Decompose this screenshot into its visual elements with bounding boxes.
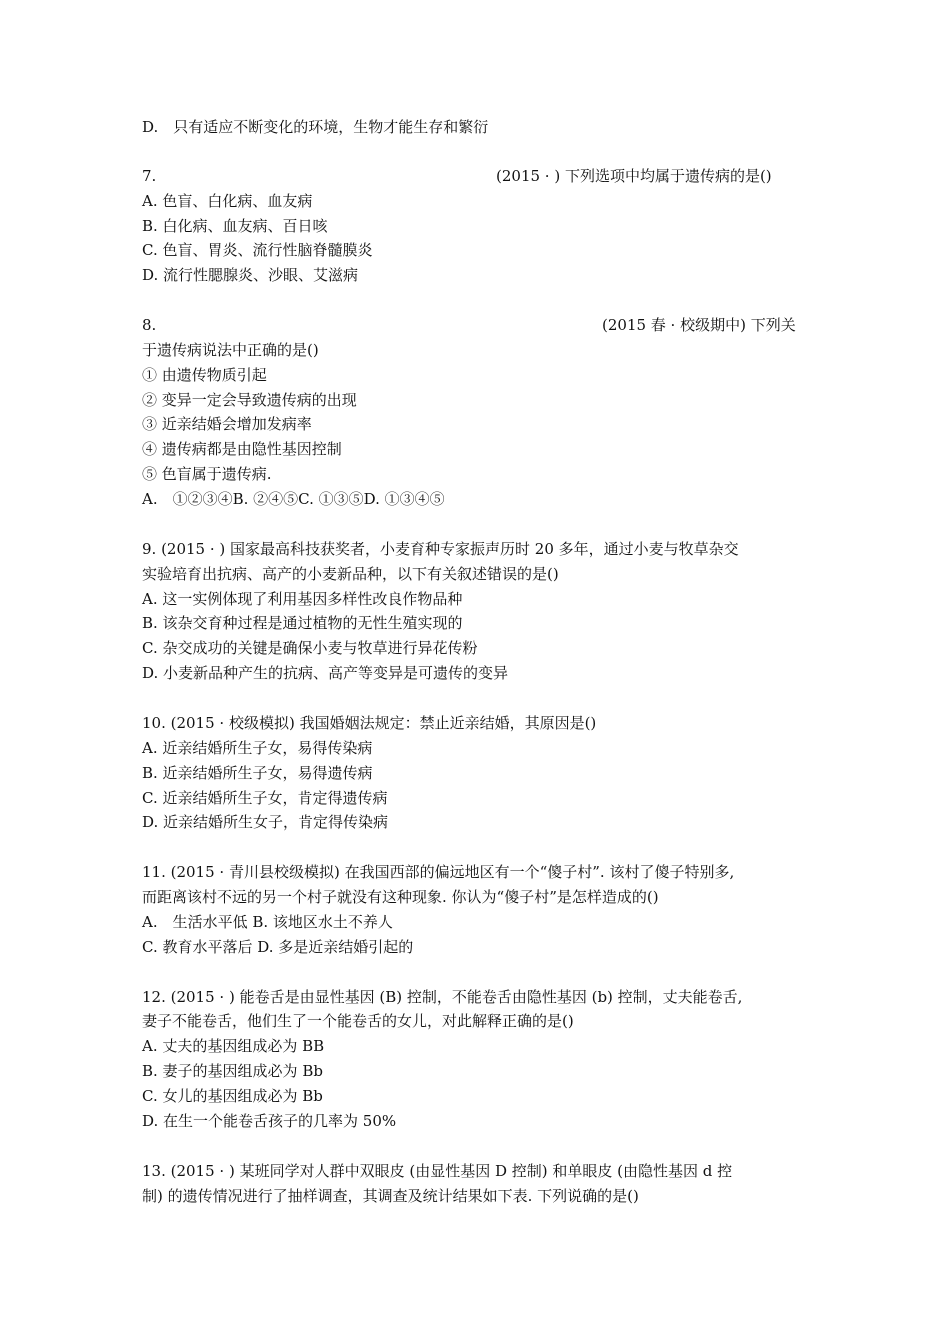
q8-statement-5: ⑤ 色盲属于遗传病.: [142, 465, 272, 483]
q8-stem: (2015 春 · 校级期中) 下列关: [602, 316, 796, 334]
q10-option-d: D. 近亲结婚所生女子，肯定得传染病: [142, 813, 389, 831]
q12-option-b: B. 妻子的基因组成必为 Bb: [142, 1062, 323, 1080]
q12-option-c: C. 女儿的基因组成必为 Bb: [142, 1087, 323, 1105]
q11-stem-line-1: 11. (2015 · 青川县校级模拟) 在我国西部的偏远地区有一个“傻子村”. 该村了傻子特别多,: [142, 863, 735, 881]
q11-stem-line-2: 而距离该村不远的另一个村子就没有这种现象. 你认为“傻子村”是怎样造成的(): [142, 888, 659, 906]
q12-option-d: D. 在生一个能卷舌孩子的几率为 50%: [142, 1112, 397, 1130]
q11-options-cd: C. 教育水平落后 D. 多是近亲结婚引起的: [142, 938, 414, 956]
q7-option-d: D. 流行性腮腺炎、沙眼、艾滋病: [142, 266, 359, 284]
q7-option-a: A. 色盲、白化病、血友病: [142, 192, 313, 210]
q8-statement-4: ④ 遗传病都是由隐性基因控制: [142, 440, 342, 458]
q13-stem-line-2: 制) 的遗传情况进行了抽样调查，其调查及统计结果如下表. 下列说确的是(): [142, 1187, 639, 1205]
q11-options-ab: A. 生活水平低 B. 该地区水土不养人: [142, 913, 393, 931]
q7-option-b: B. 白化病、血友病、百日咳: [142, 217, 328, 235]
q10-stem: 10. (2015 · 校级模拟) 我国婚姻法规定：禁止近亲结婚，其原因是(): [142, 714, 597, 732]
q6-option-d: D. 只有适应不断变化的环境，生物才能生存和繁衍: [142, 118, 489, 136]
q12-option-a: A. 丈夫的基因组成必为 BB: [142, 1037, 325, 1055]
q9-option-c: C. 杂交成功的关键是确保小麦与牧草进行异花传粉: [142, 639, 478, 657]
q8-number: 8.: [142, 316, 157, 334]
q8-stem-continued: 于遗传病说法中正确的是(): [142, 341, 319, 359]
q9-stem-line-1: 9. (2015 · ) 国家最高科技获奖者，小麦育种专家振声历时 20 多年，通过小麦与牧草杂交: [142, 540, 739, 558]
q9-option-d: D. 小麦新品种产生的抗病、高产等变异是可遗传的变异: [142, 664, 509, 682]
q7-number: 7.: [142, 167, 157, 185]
q9-stem-line-2: 实验培育出抗病、高产的小麦新品种，以下有关叙述错误的是(): [142, 565, 559, 583]
q9-option-a: A. 这一实例体现了利用基因多样性改良作物品种: [142, 590, 463, 608]
q8-statement-2: ② 变异一定会导致遗传病的出现: [142, 391, 357, 409]
q12-stem-line-2: 妻子不能卷舌，他们生了一个能卷舌的女儿，对此解释正确的是(): [142, 1012, 574, 1030]
q8-options: A. ①②③④B. ②④⑤C. ①③⑤D. ①③④⑤: [142, 490, 445, 508]
q13-stem-line-1: 13. (2015 · ) 某班同学对人群中双眼皮 (由显性基因 D 控制) 和单眼皮 (由隐性基因 d 控: [142, 1162, 733, 1180]
q8-statement-3: ③ 近亲结婚会增加发病率: [142, 415, 312, 433]
q10-option-c: C. 近亲结婚所生子女，肯定得遗传病: [142, 789, 388, 807]
q7-stem: (2015 · ) 下列选项中均属于遗传病的是(): [496, 167, 772, 185]
q9-option-b: B. 该杂交育种过程是通过植物的无性生殖实现的: [142, 614, 463, 632]
q10-option-a: A. 近亲结婚所生子女，易得传染病: [142, 739, 373, 757]
q7-option-c: C. 色盲、胃炎、流行性脑脊髓膜炎: [142, 241, 373, 259]
q10-option-b: B. 近亲结婚所生子女，易得遗传病: [142, 764, 373, 782]
q8-statement-1: ① 由遗传物质引起: [142, 366, 267, 384]
q12-stem-line-1: 12. (2015 · ) 能卷舌是由显性基因 (B) 控制，不能卷舌由隐性基因 (b) 控制，丈夫能卷舌,: [142, 988, 743, 1006]
